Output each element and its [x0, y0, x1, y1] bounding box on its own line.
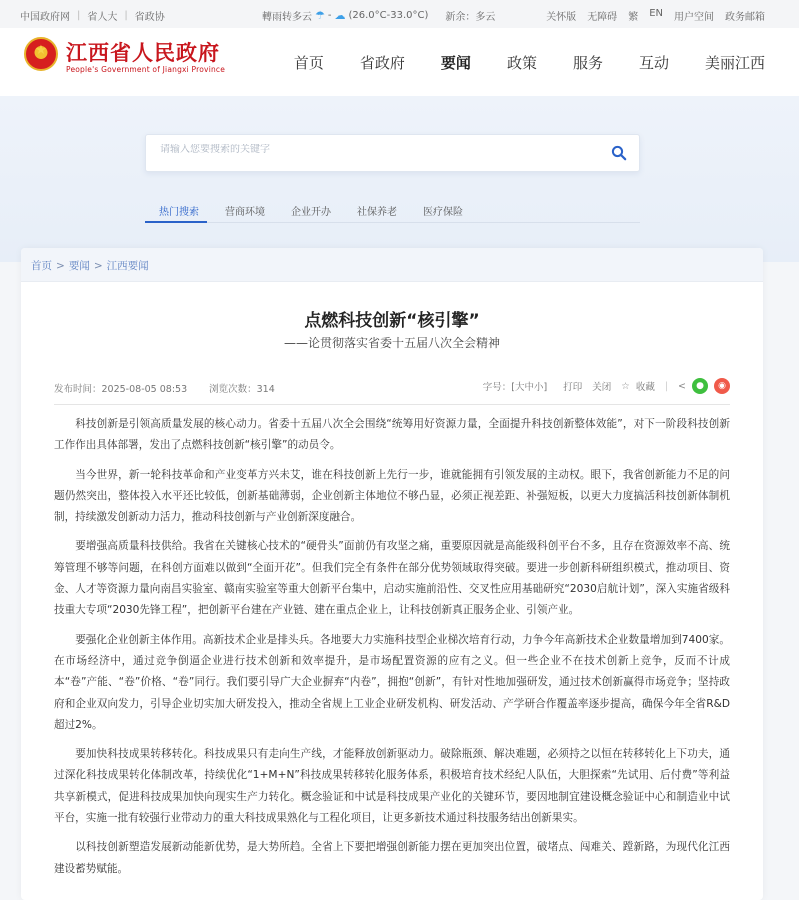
logo-title: 江西省人民政府	[66, 40, 220, 65]
utility-links	[546, 8, 765, 23]
link-provincial-congress[interactable]: 省人大	[87, 12, 118, 23]
nav-services[interactable]: 服务	[572, 54, 603, 72]
nav-interaction[interactable]: 互动	[638, 54, 669, 72]
star-icon[interactable]: ☆	[621, 380, 630, 392]
breadcrumb-jiangxi-news[interactable]: 江西要闻	[106, 260, 149, 272]
rain-cloud-icon: ☂	[315, 9, 325, 22]
breadcrumb-separator: >	[56, 260, 65, 272]
link-provincial-cppcc[interactable]: 省政协	[134, 12, 165, 23]
font-size-control	[483, 379, 547, 393]
wechat-share-icon[interactable]: ●	[692, 378, 708, 394]
hot-search-item[interactable]: 社保养老	[357, 207, 397, 218]
partner-links	[20, 8, 165, 23]
link-english[interactable]: EN	[649, 8, 663, 19]
hot-search-underline	[145, 222, 640, 223]
site-header	[0, 28, 799, 96]
hot-search-label[interactable]: 热门搜索	[159, 207, 199, 218]
article-paragraph: 要强化企业创新主体作用。高新技术企业是排头兵。各地要大力实施科技型企业梯次培育行动，力争今年高新技术企业数量增加到7400家。在市场经济中，通过竞争倒逼企业进行技术创新和效率提升，是市场配置资源的应有之义。但一些企业不在技术创新上竞争，反而不计成本“卷”产能、“卷”价格、“卷”同行。我们要引导广大企业摒弃“内卷”，拥抱“创新”，有针对性地加强研发，通过技术创新赢得市场竞争；坚持政府和企业双向发力，引导企业切实加大研发投入，推动全省规上工业企业研发机构、研发活动、产学研合作覆盖率逐步提高，确保今年全省R&D超过2%。	[54, 633, 730, 731]
article-paragraph: 当今世界，新一轮科技革命和产业变革方兴未艾，谁在科技创新上先行一步，谁就能拥有引领发展的主动权。眼下，我省创新能力不足的问题仍然突出，整体投入水平还比较低，创新基础薄弱，企业创新主体地位不够凸显，必须正视差距、补强短板，以更大力度搞活科技创新体制机制，持续激发创新动力活力，推动科技创新与产业创新深度融合。	[54, 468, 730, 524]
hot-search-item[interactable]: 营商环境	[225, 207, 265, 218]
meta-divider	[54, 404, 730, 405]
weather-location: 新余：多云	[445, 12, 496, 23]
divider: |	[77, 10, 81, 21]
article-subtitle: ——论贯彻落实省委十五届八次全会精神	[283, 336, 500, 350]
link-user-space[interactable]: 用户空间	[674, 12, 714, 23]
article-paragraph: 科技创新是引领高质量发展的核心动力。省委十五届八次全会围绕“统筹用好资源力量，全面提升科技创新整体效能”，对下一阶段科技创新工作作出具体部署，发出了点燃科技创新“核引擎”的动员令。	[54, 418, 730, 452]
divider: |	[664, 380, 669, 392]
weather-temperature: (26.0°C-33.0°C)	[348, 10, 429, 21]
font-size-label: 字号：[	[482, 382, 515, 393]
divider: |	[124, 10, 128, 21]
link-care-mode[interactable]: 关怀版	[546, 12, 577, 23]
national-emblem-icon	[24, 37, 58, 71]
nav-beautiful-jiangxi[interactable]: 美丽江西	[704, 54, 765, 72]
print-button[interactable]: 打印	[563, 382, 583, 393]
font-small-button[interactable]: 小	[534, 382, 544, 393]
hot-search-item[interactable]: 医疗保险	[423, 207, 463, 218]
cloud-icon: ☁	[334, 9, 346, 22]
link-traditional-chinese[interactable]: 繁	[628, 12, 639, 23]
article-paragraph: 要加快科技成果转移转化。科技成果只有走向生产线，才能释放创新驱动力。破除瓶颈、解决难题，必须持之以恒在转移转化上下功夫，通过深化科技成果转化体制改革，持续优化“1+M+N”科技成果转移转化服务体系，积极培育技术经纪人队伍，大胆探索“先试用、后付费”等利益共享新模式，促进科技成果加快向现实生产力转化。概念验证和中试是科技成果产业化的关键环节，要因地制宜建设概念验证中心和制造业中试平台，实施一批有较强行业带动力的重大科技成果熟化与工程化项目，让更多新技术通过科技服务结出创新果实。	[54, 748, 730, 825]
search-hero	[0, 96, 799, 262]
publish-time: 发布时间：2025-08-05 08:53	[54, 384, 188, 395]
font-size-end: ]	[543, 382, 548, 393]
weather-widget	[262, 8, 495, 23]
hot-search	[159, 203, 489, 218]
article-title: 点燃科技创新“核引擎”	[304, 311, 480, 331]
link-accessibility[interactable]: 无障碍	[587, 12, 618, 23]
nav-news[interactable]: 要闻	[440, 54, 471, 72]
top-utility-bar	[0, 0, 799, 28]
article-meta	[54, 378, 730, 398]
breadcrumb-home[interactable]: 首页	[31, 260, 52, 272]
link-gov-mailbox[interactable]: 政务邮箱	[725, 12, 765, 23]
link-gov-cn[interactable]: 中国政府网	[20, 12, 70, 23]
article-card	[21, 248, 763, 900]
article-paragraph: 要增强高质量科技供给。我省在关键核心技术的“硬骨头”面前仍有攻坚之痛，重要原因就是高能级科创平台不多，且存在资源效率不高、统筹管理不够等问题，在科创方面难以做到“全面开花”。但我们完全有条件在部分优势领域取得突破。要进一步创新科研组织模式，推动项目、资金、人才等资源力量向南昌实验室、赣南实验室等重大创新平台集中，启动实施前沿性、交叉性应用基础研究“2030启航计划”，深入实施省级科技重大专项“2030先锋工程”，把创新平台建在产业链、建在重点企业上，让科技创新真正服务企业、引领产业。	[54, 540, 730, 617]
font-large-button[interactable]: 大	[514, 382, 525, 393]
search-box	[145, 134, 640, 172]
weibo-share-icon[interactable]: ◉	[714, 378, 730, 394]
favorite-button[interactable]: 收藏	[635, 382, 655, 393]
search-icon[interactable]	[611, 145, 627, 161]
logo-subtitle: People's Government of Jiangxi Province	[66, 65, 226, 74]
font-medium-button[interactable]: 中	[524, 382, 535, 393]
search-input[interactable]	[160, 144, 580, 155]
article-paragraph: 以科技创新塑造发展新动能新优势，是大势所趋。全省上下要把增强创新能力摆在更加突出位置，破堵点、闯难关、蹚新路，为现代化江西建设蓄势赋能。	[54, 841, 730, 875]
breadcrumb	[21, 248, 763, 282]
weather-separator: -	[327, 10, 332, 21]
breadcrumb-separator: >	[93, 260, 103, 272]
weather-text: 轉雨转多云	[262, 12, 312, 23]
close-button[interactable]: 关闭	[592, 382, 612, 393]
nav-home[interactable]: 首页	[293, 54, 324, 72]
hot-search-item[interactable]: 企业开办	[291, 207, 331, 218]
view-count: 浏览次数：314	[209, 384, 275, 395]
nav-provincial-gov[interactable]: 省政府	[359, 54, 405, 72]
article-body	[54, 414, 730, 888]
breadcrumb-news[interactable]: 要闻	[68, 260, 90, 272]
nav-policy[interactable]: 政策	[506, 54, 537, 72]
main-nav	[258, 52, 765, 73]
share-icon[interactable]: <	[678, 380, 686, 392]
